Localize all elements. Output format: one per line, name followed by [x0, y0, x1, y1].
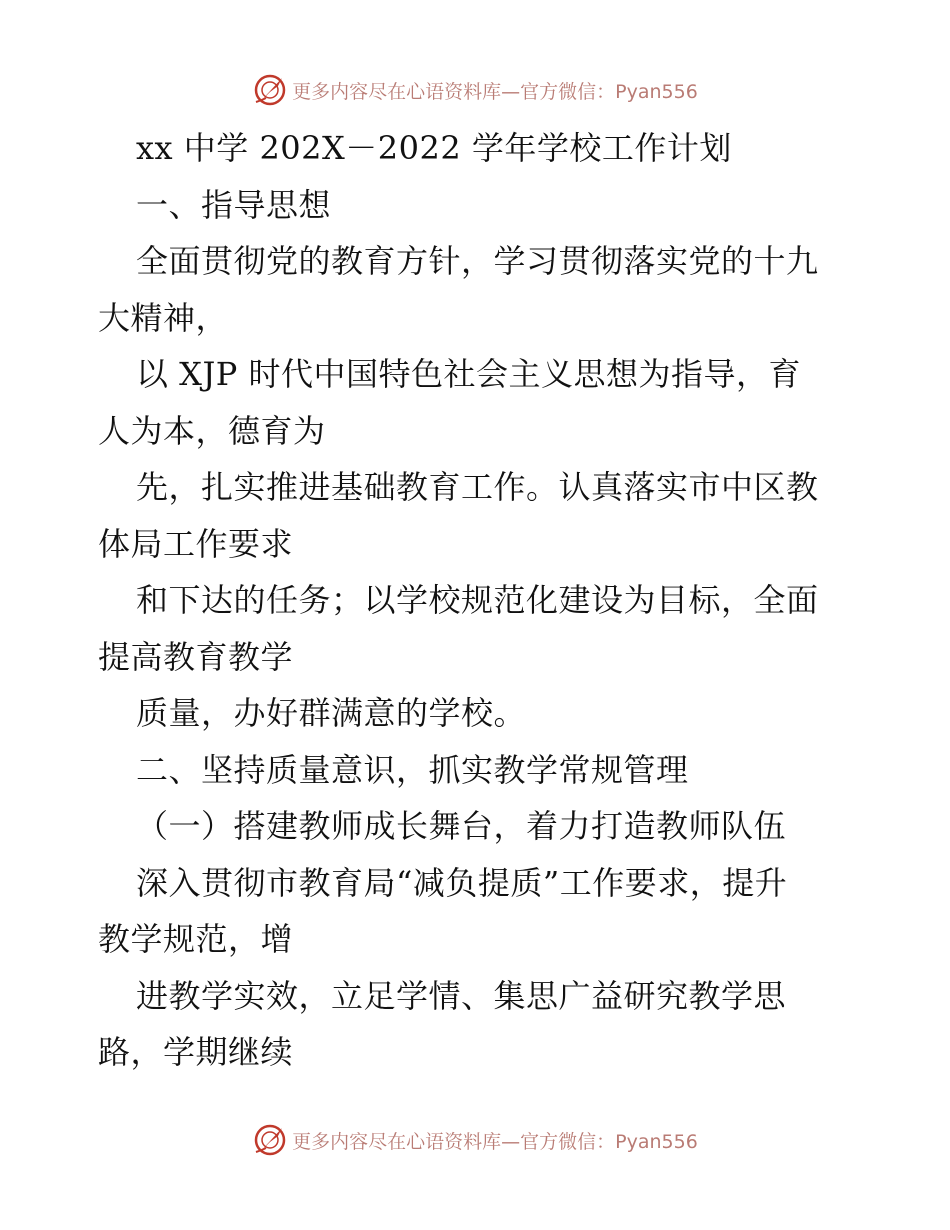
text-line: 大精神， [98, 298, 229, 337]
paragraph-lines [98, 177, 854, 1081]
watermark-text: 更多内容尽在心语资料库—官方微信：Pyan556 [292, 80, 698, 103]
watermark-text: 更多内容尽在心语资料库—官方微信：Pyan556 [292, 1130, 698, 1153]
text-line: （一）搭建教师成长舞台，着力打造教师队伍 [136, 807, 787, 845]
text-line: 先，扎实推进基础教育工作。认真落实市中区教 [136, 468, 819, 506]
document-body [98, 120, 854, 1081]
text-line: 质量，办好群满意的学校。 [136, 694, 527, 732]
quill-seal-logo-icon [252, 72, 288, 108]
text-line: 二、坚持质量意识，抓实教学常规管理 [136, 750, 689, 789]
watermark-banner-top [0, 70, 950, 110]
watermark-banner-bottom [0, 1120, 950, 1160]
text-line: 一、指导思想 [136, 185, 332, 224]
text-line: 提高教育教学 [98, 637, 294, 676]
text-line: 教学规范，增 [98, 920, 294, 958]
text-line: 人为本，德育为 [98, 411, 326, 450]
text-line: 进教学实效，立足学情、集思广益研究教学思 [136, 976, 787, 1015]
text-line: 以 XJP 时代中国特色社会主义思想为指导，育 [136, 355, 801, 393]
document-title: xx 中学 202X－2022 学年学校工作计划 [136, 129, 732, 167]
quill-seal-logo-icon [252, 1122, 288, 1158]
text-line: 深入贯彻市教育局“减负提质”工作要求，提升 [136, 863, 788, 902]
text-line: 体局工作要求 [98, 524, 294, 563]
text-line: 和下达的任务；以学校规范化建设为目标，全面 [136, 581, 819, 619]
text-line: 全面贯彻党的教育方针，学习贯彻落实党的十九 [136, 242, 819, 280]
text-line: 路，学期继续 [98, 1033, 294, 1071]
